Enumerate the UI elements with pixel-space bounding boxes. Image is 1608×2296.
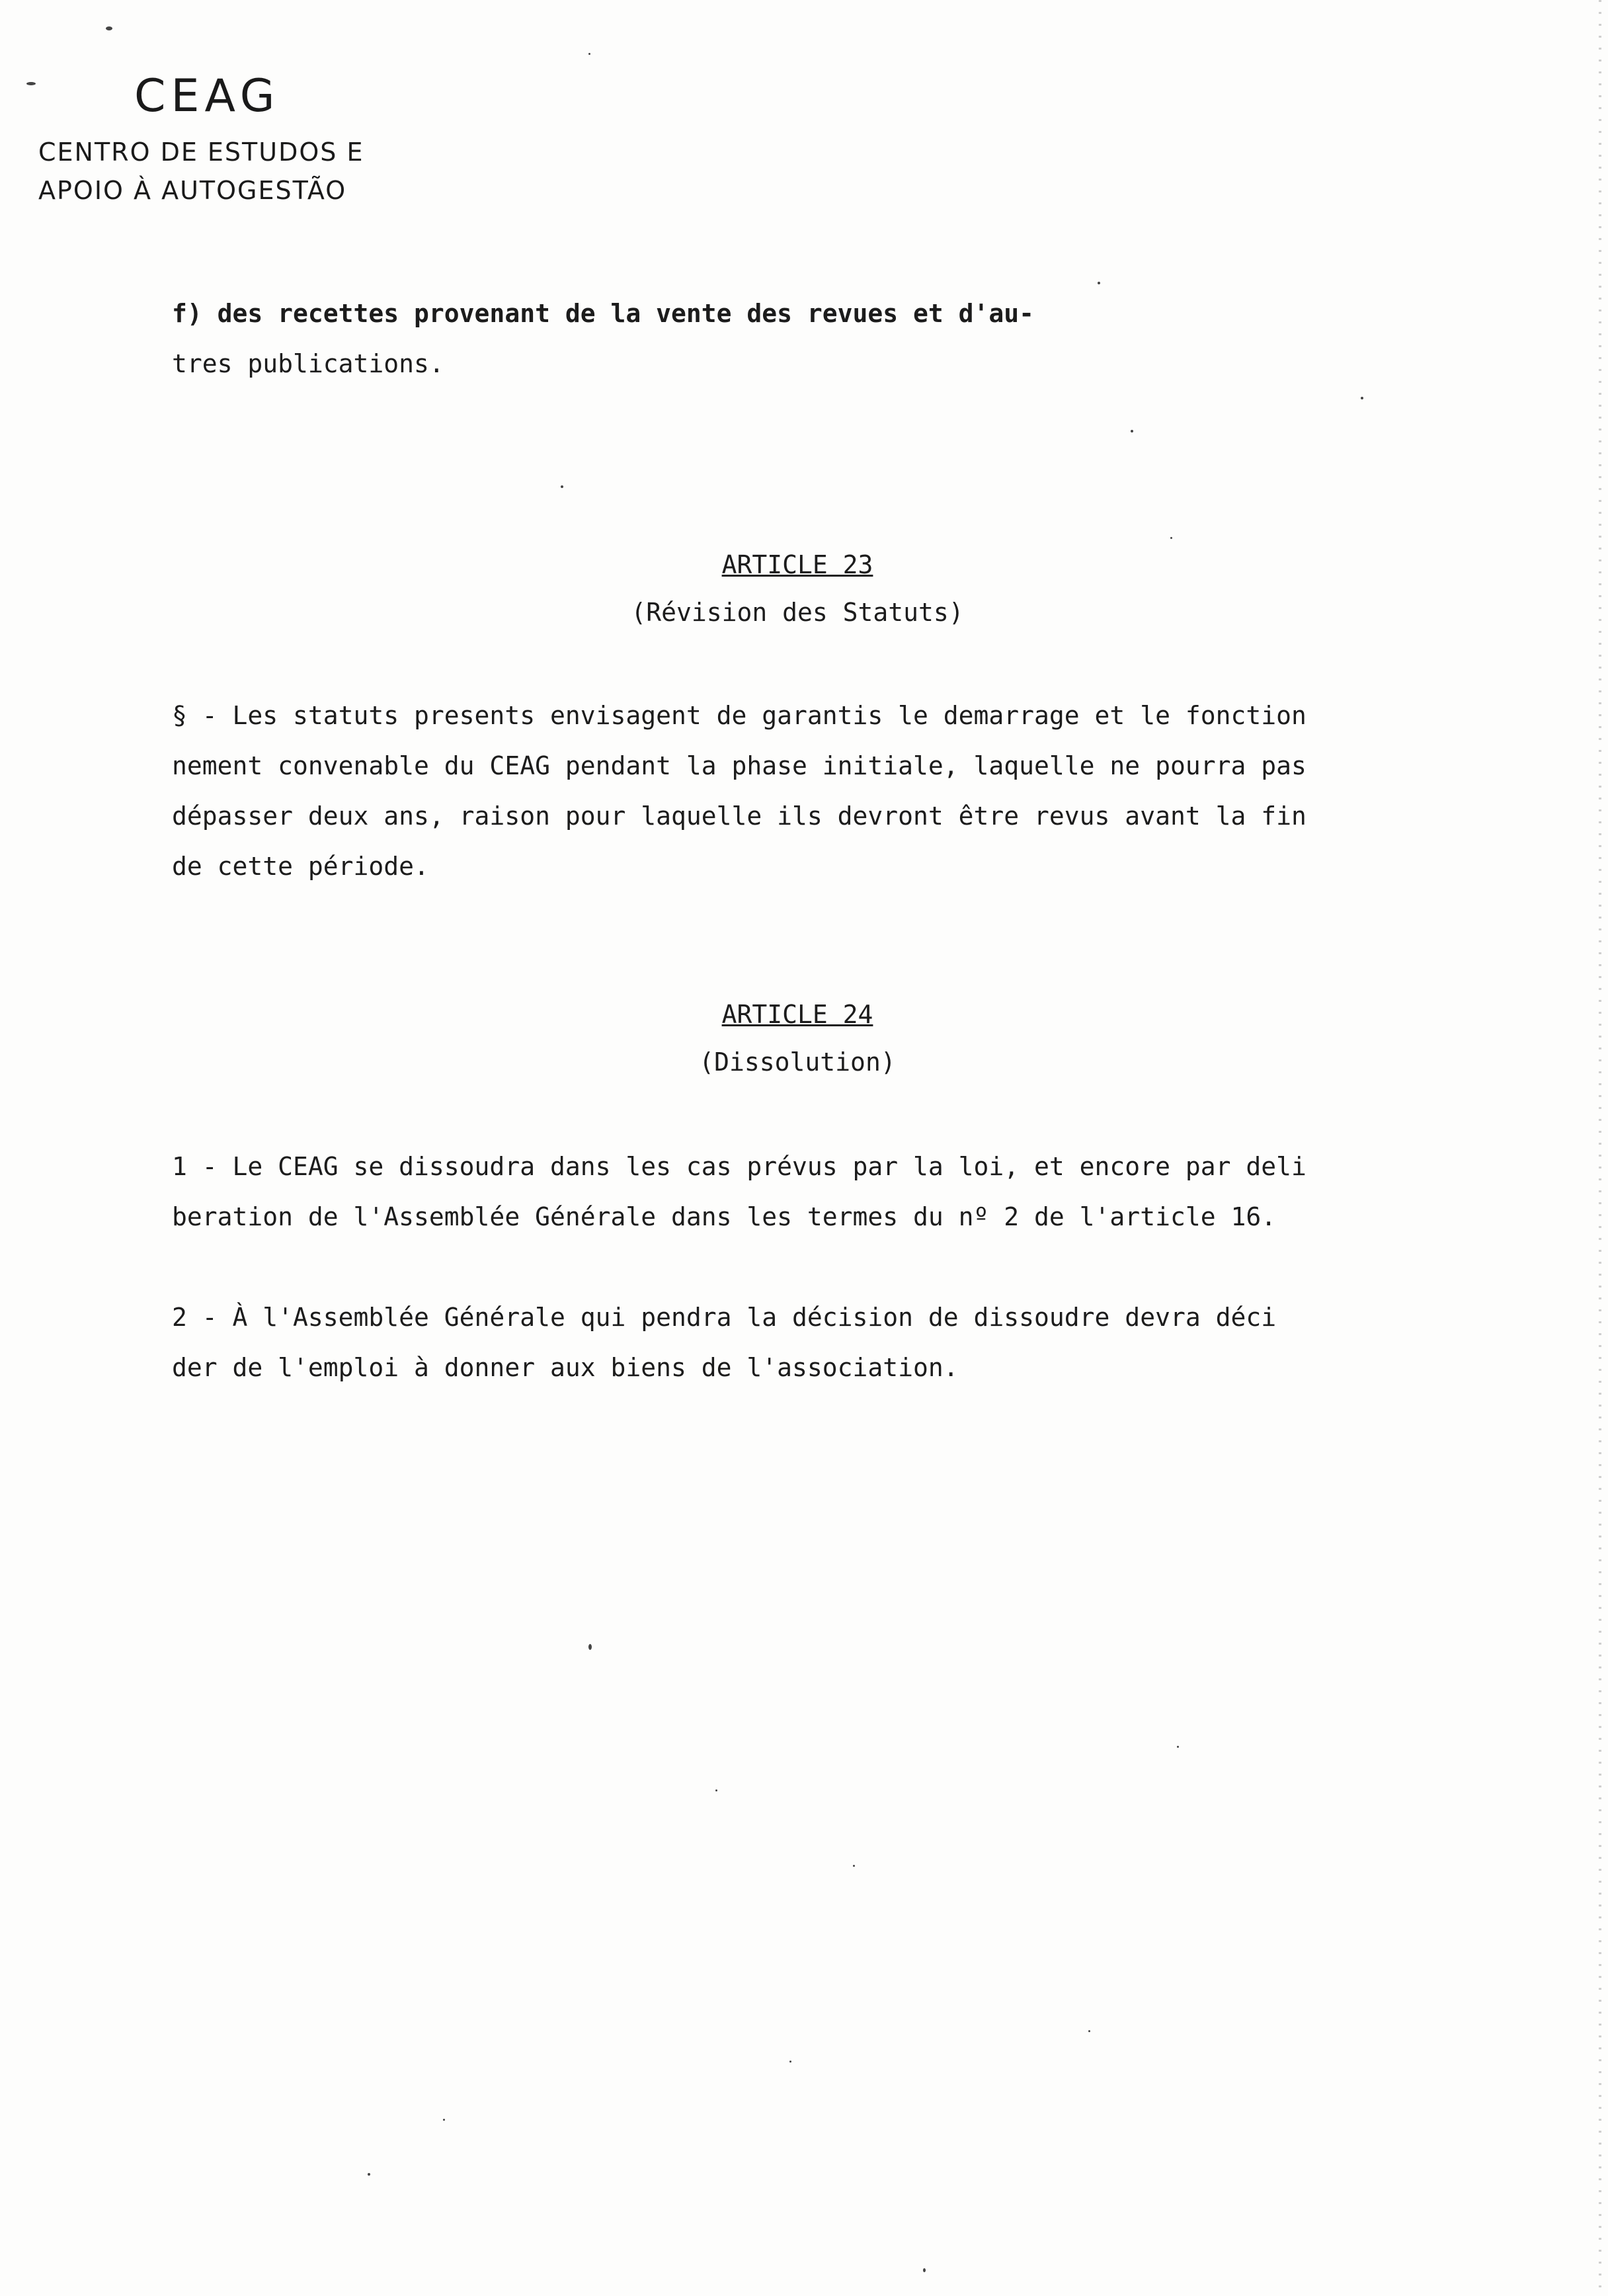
scan-speck xyxy=(588,53,590,55)
article-24-para-2-line-2: der de l'emploi à donner aux biens de l'association. xyxy=(172,1353,959,1382)
scan-speck xyxy=(106,26,112,30)
scan-speck xyxy=(368,2173,370,2176)
scan-speck xyxy=(26,82,36,85)
scan-speck xyxy=(923,2268,926,2272)
scan-speck xyxy=(443,2119,445,2121)
article-23-subtitle: (Révision des Statuts) xyxy=(631,598,964,627)
article-24-title-text: ARTICLE 24 xyxy=(721,1000,873,1029)
article-24-subtitle: (Dissolution) xyxy=(699,1047,896,1077)
article-24-title xyxy=(0,1000,1601,1029)
scan-speck xyxy=(1177,1746,1179,1748)
scan-speck xyxy=(561,485,563,488)
article-24-para-1-line-2: beration de l'Assemblée Générale dans les termes du nº 2 de l'article 16. xyxy=(172,1202,1277,1231)
letterhead-line-1: CENTRO DE ESTUDOS E xyxy=(38,138,364,167)
scan-speck xyxy=(1131,430,1133,432)
scan-speck xyxy=(1361,397,1363,399)
article-23-line-3: dépasser deux ans, raison pour laquelle ils devront être revus avant la fin xyxy=(172,801,1306,831)
scan-speck xyxy=(853,1865,855,1867)
article-24-para-2-line-1: 2 - À l'Assemblée Générale qui pendra la décision de dissoudre devra déci xyxy=(172,1303,1277,1332)
scan-speck xyxy=(715,1789,717,1791)
scan-edge-noise xyxy=(1599,0,1601,2296)
intro-line-2: tres publications. xyxy=(172,349,444,378)
letterhead-acronym: CEAG xyxy=(134,70,280,122)
article-23-title xyxy=(0,550,1601,579)
article-23-line-1: § - Les statuts presents envisagent de garantis le demarrage et le fonction xyxy=(172,701,1306,730)
scan-speck xyxy=(1088,2030,1090,2032)
letterhead-line-2: APOIO À AUTOGESTÃO xyxy=(38,176,347,205)
scan-speck xyxy=(789,2061,791,2063)
scan-speck xyxy=(588,1644,592,1650)
article-23-line-2: nement convenable du CEAG pendant la phase initiale, laquelle ne pourra pas xyxy=(172,751,1306,780)
intro-line-1: f) des recettes provenant de la vente des revues et d'au- xyxy=(172,299,1035,328)
scan-speck xyxy=(1098,282,1100,284)
article-24-para-1-line-1: 1 - Le CEAG se dissoudra dans les cas prévus par la loi, et encore par deli xyxy=(172,1152,1306,1181)
article-23-title-text: ARTICLE 23 xyxy=(721,550,873,579)
article-23-line-4: de cette période. xyxy=(172,852,429,881)
scan-speck xyxy=(1170,537,1172,539)
